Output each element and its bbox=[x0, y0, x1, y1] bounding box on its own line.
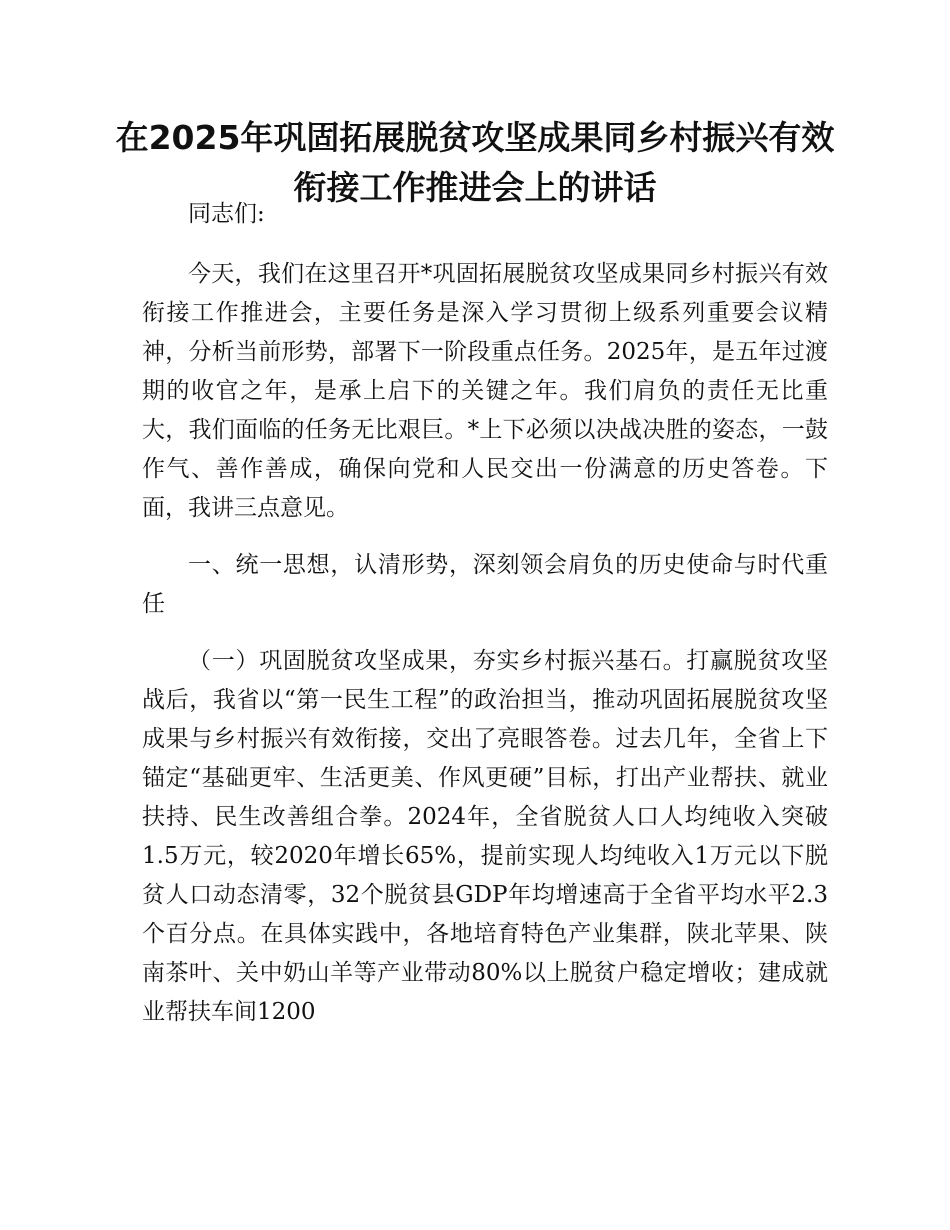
salutation: 同志们: bbox=[188, 201, 265, 227]
paragraph-opening: 今天，我们在这里召开*巩固拓展脱贫攻坚成果同乡村振兴有效衔接工作推进会，主要任务是深入学习贯彻上级系列重要会议精神，分析当前形势，部署下一阶段重点任务。2025年，是五年过渡期的收官之年，是承上启下的关键之年。我们肩负的责任无比重大，我们面临的任务无比艰巨。*上下必须以决战决胜的姿态，一鼓作气、善作善成，确保向党和人民交出一份满意的历史答卷。下面，我讲三点意见。 bbox=[142, 261, 828, 521]
document-body bbox=[142, 195, 828, 1032]
document-title: 在2025年巩固拓展脱贫攻坚成果同乡村振兴有效衔接工作推进会上的讲话 bbox=[115, 118, 835, 207]
section-heading-1: 一、统一思想，认清形势，深刻领会肩负的历史使命与时代重任 bbox=[142, 552, 828, 617]
paragraph-subsection-1: （一）巩固脱贫攻坚成果，夯实乡村振兴基石。打赢脱贫攻坚战后，我省以“第一民生工程”的政治担当，推动巩固拓展脱贫攻坚成果与乡村振兴有效衔接，交出了亮眼答卷。过去几年，全省上下锚定“基础更牢、生活更美、作风更硬”目标，打出产业帮扶、就业扶持、民生改善组合拳。2024年，全省脱贫人口人均纯收入突破1.5万元，较2020年增长65%，提前实现人均纯收入1万元以下脱贫人口动态清零，32个脱贫县GDP年均增速高于全省平均水平2.3个百分点。在具体实践中，各地培育特色产业集群，陕北苹果、陕南茶叶、关中奶山羊等产业带动80%以上脱贫户稳定增收；建成就业帮扶车间1200 bbox=[142, 648, 828, 1025]
